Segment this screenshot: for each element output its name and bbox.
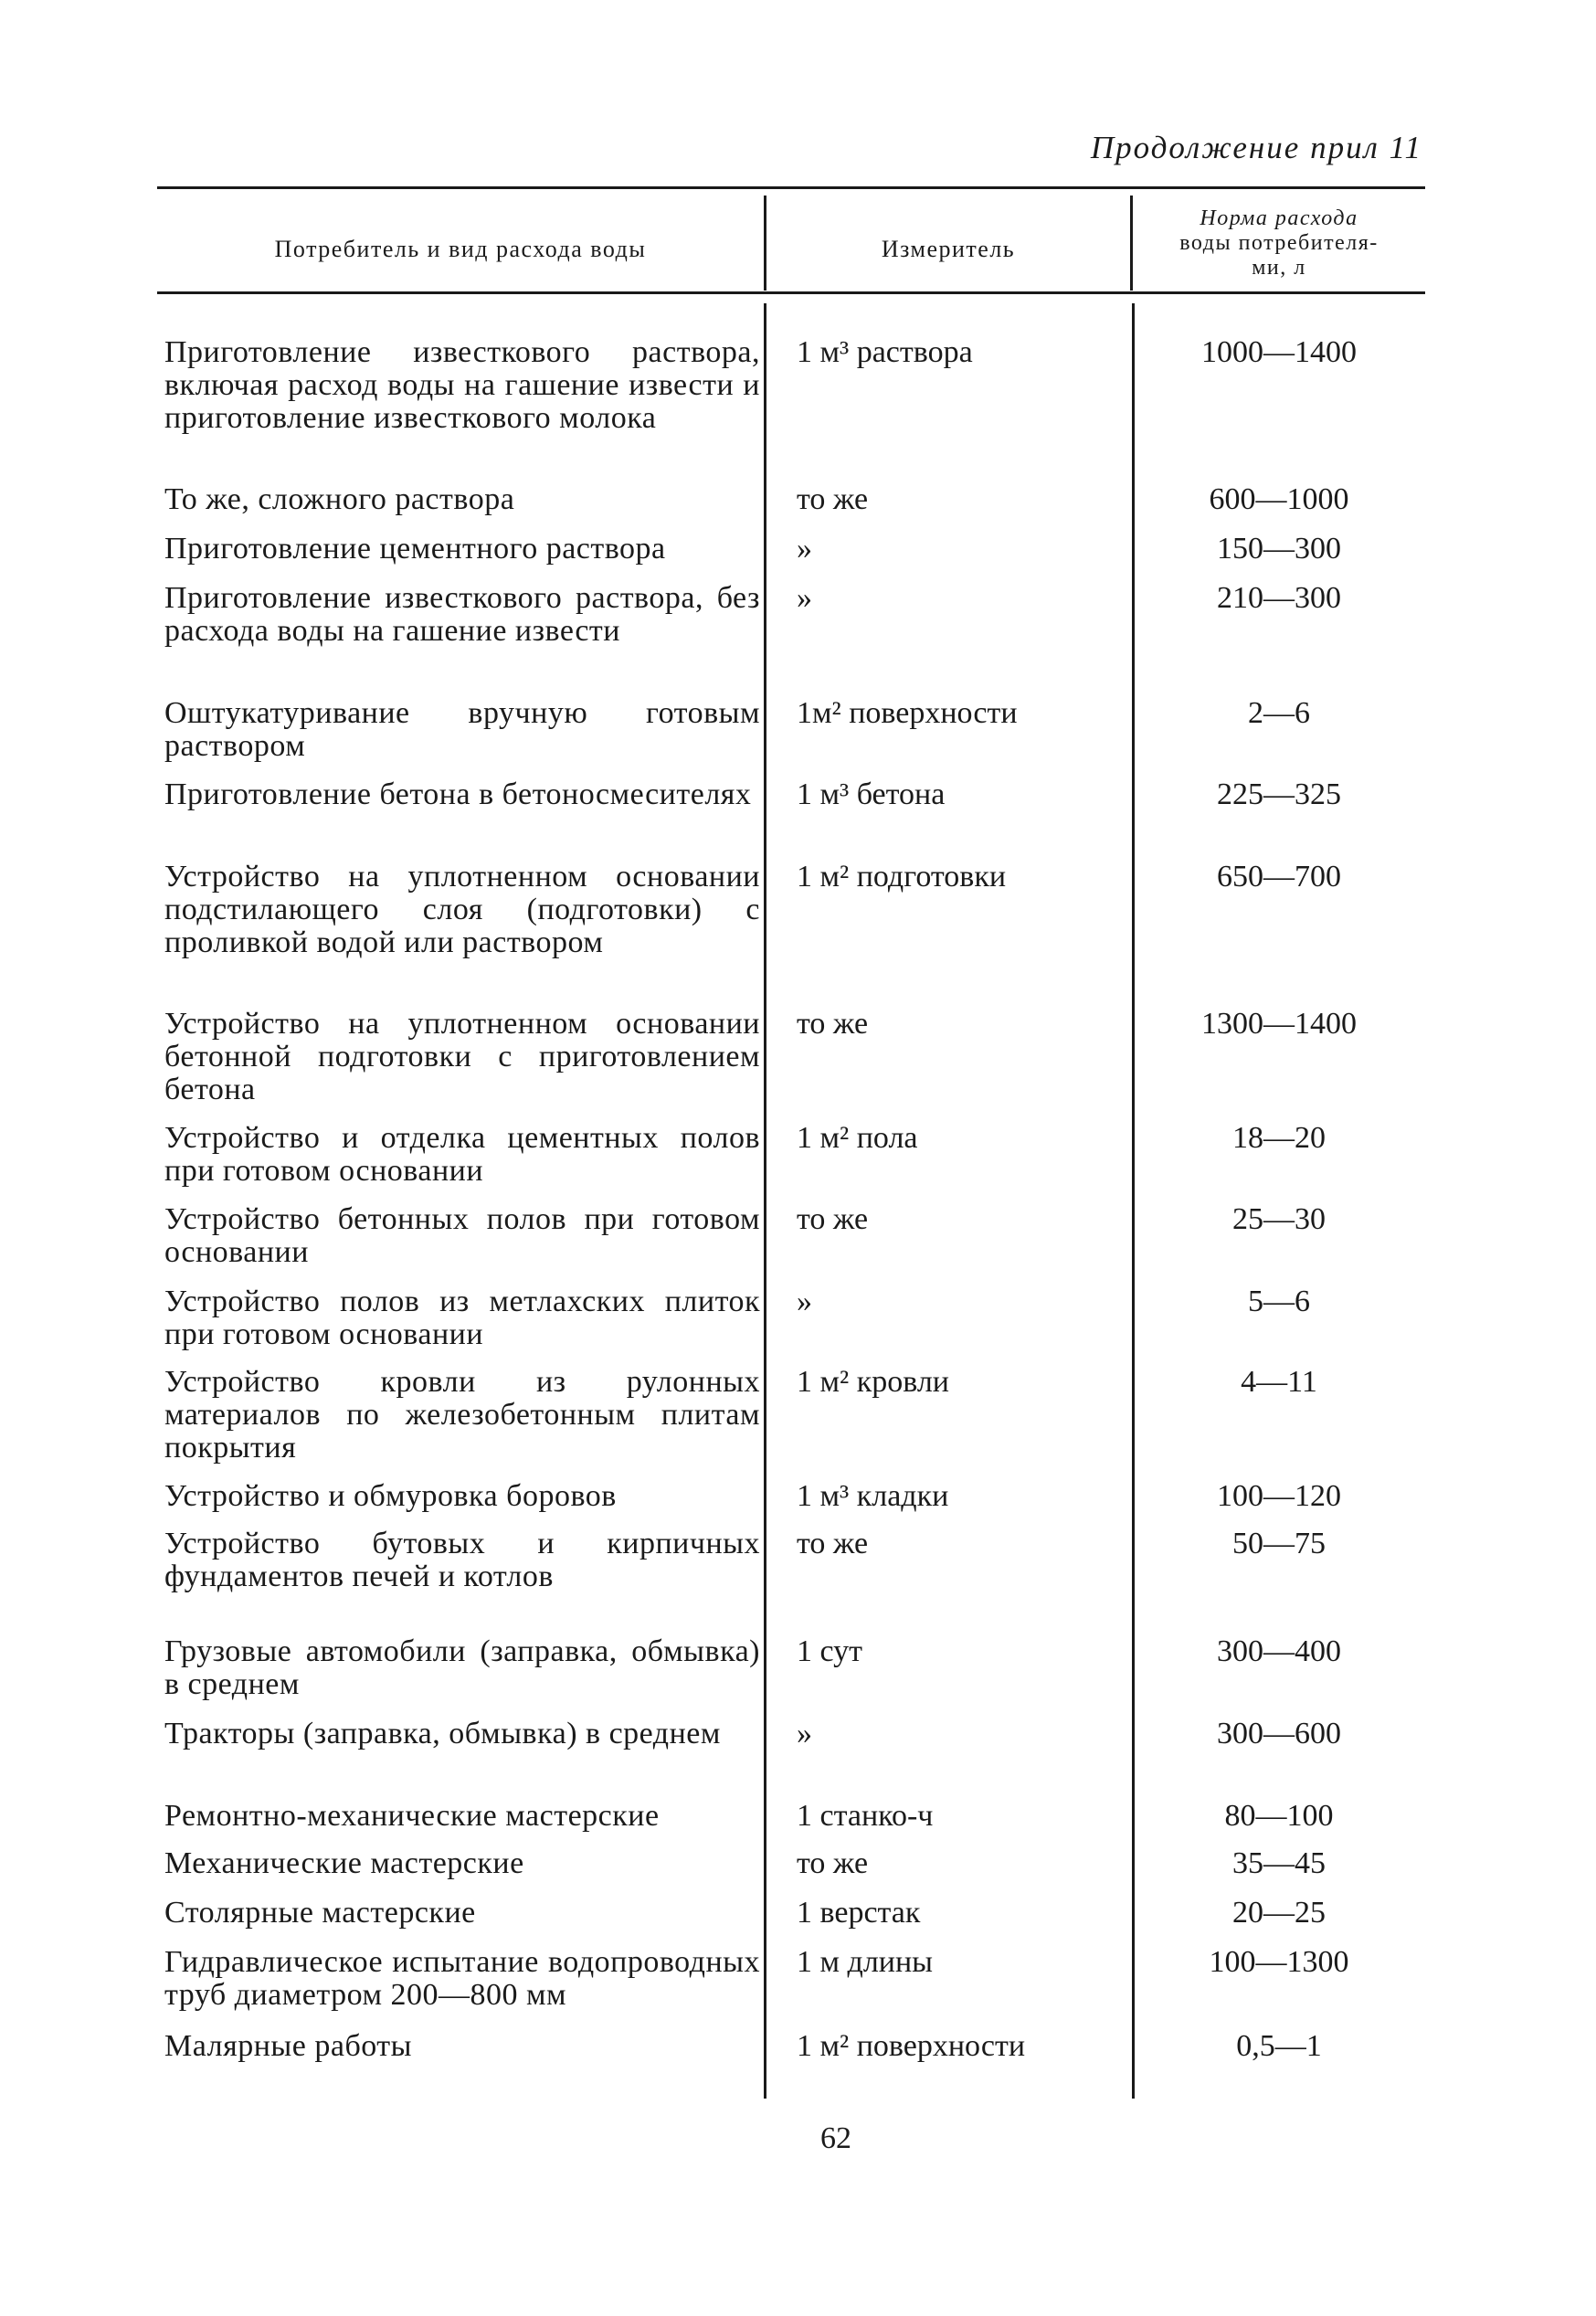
consumer-cell: То же, сложного раствора: [164, 482, 515, 516]
norm-cell: 1000—1400: [1201, 335, 1357, 369]
norm-cell: 20—25: [1232, 1896, 1326, 1930]
unit-cell: 1 станко-ч: [797, 1799, 934, 1833]
consumer-cell: Малярные работы: [164, 2029, 412, 2063]
header-consumer: Потребитель и вид расхода воды: [274, 236, 647, 262]
unit-cell: то же: [797, 482, 869, 516]
unit-cell: »: [797, 1285, 812, 1318]
consumer-cell: Механические мастерские: [164, 1846, 524, 1880]
consumer-cell: Приготовление известкового раствора, включая расход воды на гашение извести и приготовление известкового молока: [164, 335, 760, 435]
unit-cell: 1 м длины: [797, 1945, 934, 1979]
unit-cell: то же: [797, 1527, 869, 1560]
unit-cell: 1 м² подготовки: [797, 860, 1007, 894]
unit-cell: 1 верстак: [797, 1896, 921, 1930]
consumer-cell: Грузовые автомобили (заправка, обмывка) в среднем: [164, 1634, 760, 1701]
consumer-cell: Устройство и обмуровка боровов: [164, 1479, 617, 1513]
norm-cell: 25—30: [1232, 1202, 1326, 1236]
unit-cell: 1 м³ кладки: [797, 1479, 949, 1513]
norm-cell: 150—300: [1217, 532, 1341, 566]
norm-cell: 2—6: [1248, 696, 1310, 730]
unit-cell: »: [797, 1717, 812, 1750]
consumer-cell: Устройство бетонных полов при готовом основании: [164, 1202, 760, 1269]
consumer-cell: Устройство полов из метлахских плиток при готовом основании: [164, 1285, 760, 1351]
consumer-cell: Приготовление цементного раствора: [164, 532, 666, 566]
unit-cell: 1 м² кровли: [797, 1365, 949, 1399]
norm-cell: 80—100: [1224, 1799, 1334, 1833]
consumer-cell: Столярные мастерские: [164, 1896, 476, 1930]
unit-cell: »: [797, 581, 812, 615]
unit-cell: 1м² поверхности: [797, 696, 1018, 730]
header-bottom-rule: [157, 291, 1425, 294]
unit-cell: 1 сут: [797, 1634, 863, 1668]
unit-cell: то же: [797, 1202, 869, 1236]
unit-cell: 1 м² пола: [797, 1121, 918, 1155]
consumer-cell: Устройство на уплотненном основании бетонной подготовки с приготовлением бетона: [164, 1007, 760, 1106]
norm-cell: 0,5—1: [1236, 2029, 1322, 2063]
norm-cell: 1300—1400: [1201, 1007, 1357, 1041]
norm-cell: 225—325: [1217, 777, 1341, 811]
norm-cell: 100—120: [1217, 1479, 1341, 1513]
consumer-cell: Устройство на уплотненном основании подстилающего слоя (подготовки) с проливкой водой или раствором: [164, 860, 760, 959]
unit-cell: то же: [797, 1007, 869, 1041]
norm-cell: 50—75: [1232, 1527, 1326, 1560]
unit-cell: »: [797, 532, 812, 566]
norm-cell: 210—300: [1217, 581, 1341, 615]
consumer-cell: Ремонтно-механические мастерские: [164, 1799, 660, 1833]
unit-cell: 1 м² поверхности: [797, 2029, 1026, 2063]
norm-cell: 18—20: [1232, 1121, 1326, 1155]
header-norm-line: Норма расхода: [1200, 206, 1358, 230]
continuation-label: Продолжение прил 11: [1090, 130, 1422, 165]
header-norm: [1133, 206, 1425, 280]
consumer-cell: Устройство бутовых и кирпичных фундаментов печей и котлов: [164, 1527, 760, 1593]
unit-cell: то же: [797, 1846, 869, 1880]
norm-cell: 100—1300: [1209, 1945, 1349, 1979]
consumer-cell: Устройство и отделка цементных полов при готовом основании: [164, 1121, 760, 1188]
consumer-cell: Оштукатуривание вручную готовым раствором: [164, 696, 760, 763]
norm-cell: 35—45: [1232, 1846, 1326, 1880]
page-number: 62: [820, 2121, 851, 2155]
unit-cell: 1 м³ раствора: [797, 335, 973, 369]
header-norm-line: воды потребителя-: [1179, 231, 1379, 255]
norm-cell: 300—400: [1217, 1634, 1341, 1668]
header-unit: Измеритель: [881, 236, 1016, 262]
consumer-cell: Устройство кровли из рулонных материалов по железобетонным плитам покрытия: [164, 1365, 760, 1465]
norm-cell: 600—1000: [1209, 482, 1349, 516]
norm-cell: 650—700: [1217, 860, 1341, 894]
norm-cell: 5—6: [1248, 1285, 1310, 1318]
header-norm-line: ми, л: [1252, 256, 1306, 280]
consumer-cell: Тракторы (заправка, обмывка) в среднем: [164, 1717, 721, 1750]
norm-cell: 300—600: [1217, 1717, 1341, 1750]
table-top-rule: [157, 186, 1425, 189]
consumer-cell: Приготовление известкового раствора, без расхода воды на гашение извести: [164, 581, 760, 648]
consumer-cell: Приготовление бетона в бетоносмесителях: [164, 777, 752, 811]
consumer-cell: Гидравлическое испытание водопроводных труб диаметром 200—800 мм: [164, 1945, 760, 2012]
norm-cell: 4—11: [1241, 1365, 1317, 1399]
unit-cell: 1 м³ бетона: [797, 777, 946, 811]
column-divider: [764, 303, 766, 2099]
